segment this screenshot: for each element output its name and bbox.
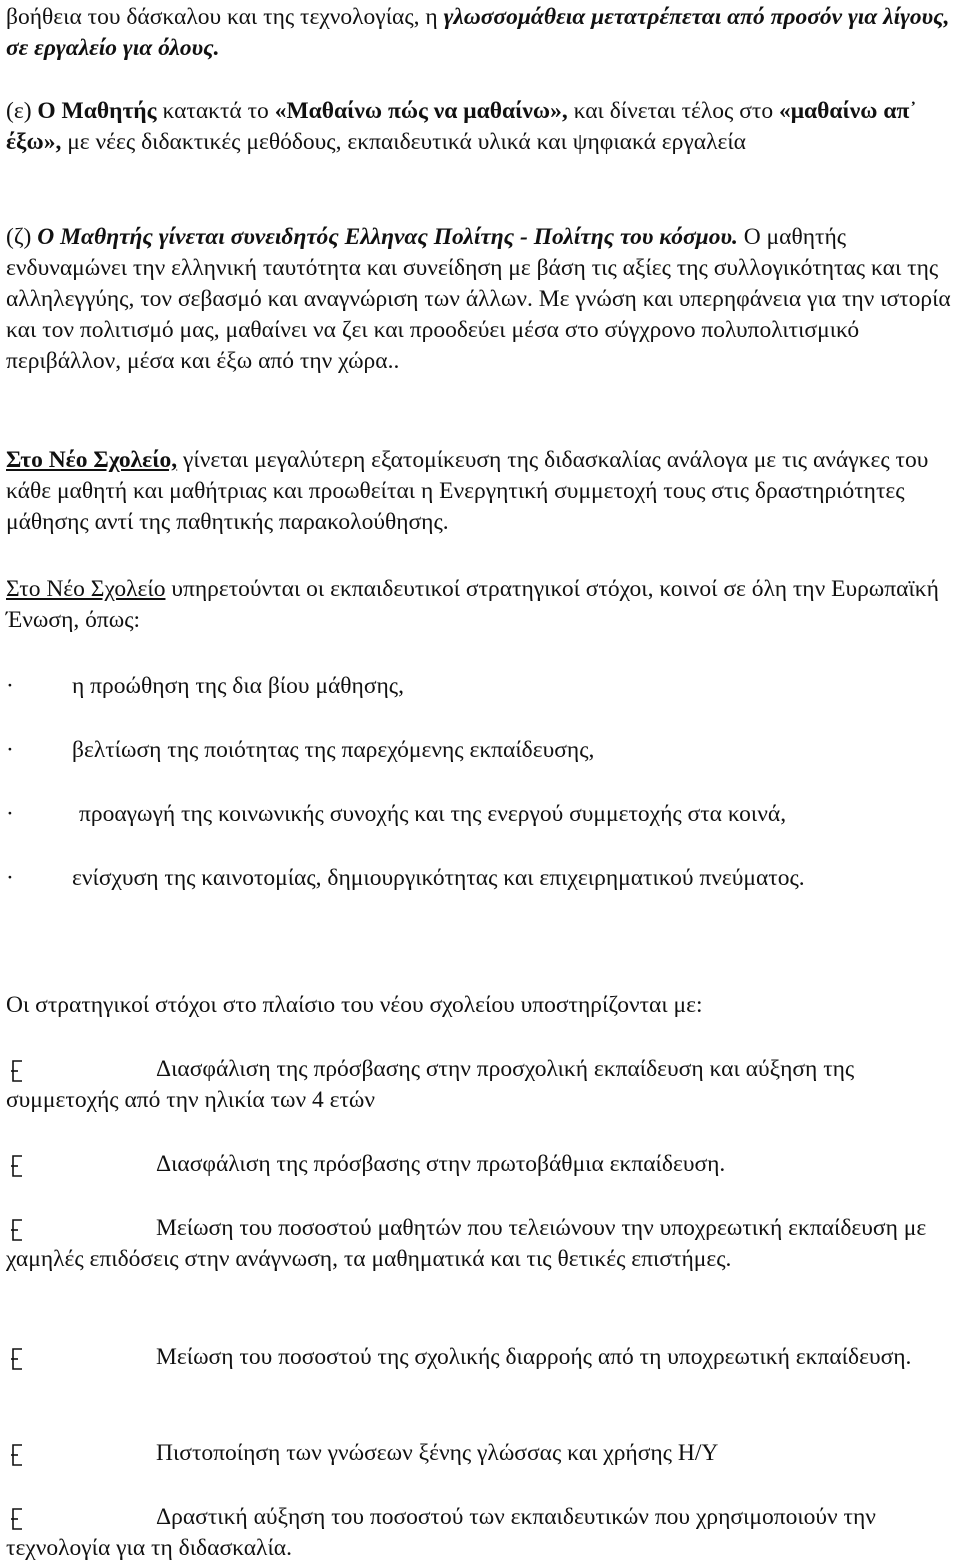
intro-lead-text: βοήθεια του δάσκαλου και της τεχνολογίας, η	[6, 4, 444, 30]
point-z-marker: (ζ)	[6, 224, 38, 250]
support-list-item	[6, 1149, 954, 1180]
bullet-dot-icon: ·	[6, 737, 14, 763]
point-z-heading: Ο Μαθητής γίνεται συνειδητός Ελληνας Πολίτης - Πολίτης του κόσμου.	[37, 224, 738, 250]
bracket-bullet-icon	[10, 1060, 24, 1082]
point-e-text-1: κατακτά το	[156, 98, 275, 124]
goal-text: βελτίωση της ποιότητας της παρεχόμενης εκπαίδευσης,	[72, 737, 595, 763]
new-school-1-lead: Στο Νέο Σχολείο,	[6, 447, 178, 473]
new-school-paragraph-2	[6, 574, 954, 636]
new-school-1-text: γίνεται μεγαλύτερη εξατομίκευση της διδασκαλίας ανάλογα με τις ανάγκες του κάθε μαθητή και μαθήτριας και προωθείται η Ενεργητική συμμετοχή τους στις δραστηριότητες μάθησης αντί της παθητικής παρακολούθησης.	[6, 447, 929, 535]
new-school-paragraph-1	[6, 445, 954, 538]
new-school-2-lead: Στο Νέο Σχολείο	[6, 576, 166, 602]
bracket-bullet-icon	[10, 1155, 24, 1177]
bracket-bullet-icon	[10, 1508, 24, 1530]
point-e-bold-2: «Μαθαίνω πώς να μαθαίνω»,	[274, 98, 568, 124]
point-e-bold-3: «μαθαίνω απ᾽ έξω»,	[6, 98, 918, 155]
goal-text: προαγωγή της κοινωνικής συνοχής και της ενεργού συμμετοχής στα κοινά,	[79, 801, 787, 827]
bullet-dot-icon: ·	[6, 801, 14, 827]
point-z-text: Ο μαθητής ενδυναμώνει την ελληνική ταυτότητα και συνείδηση με βάση τις αξίες της συλλογικότητας και της αλληλεγγύης, τον σεβασμό και αναγνώριση των άλλων. Με γνώση και υπερηφάνεια για την ιστορία και τον πολιτισμό μας, μαθαίνει να ζει και προοδεύει μέσα στο σύγχρονο πολυπολιτισμικό περιβάλλον, μέσα και έξω από την χώρα..	[6, 224, 951, 374]
support-list-item	[6, 1342, 954, 1373]
point-e-text-3: με νέες διδακτικές μεθόδους, εκπαιδευτικά υλικά και ψηφιακά εργαλεία	[61, 129, 746, 155]
point-z-paragraph	[6, 222, 954, 377]
point-e-marker: (ε)	[6, 98, 38, 124]
goal-text: η προώθηση της δια βίου μάθησης,	[72, 673, 404, 699]
support-item-text: Μείωση του ποσοστού μαθητών που τελειώνουν την υποχρεωτική εκπαίδευση με χαμηλές επιδόσεις στην ανάγνωση, τα μαθηματικά και τις θετικές επιστήμες.	[6, 1215, 927, 1272]
point-e-text-2: και δίνεται τέλος στο	[567, 98, 779, 124]
point-e-paragraph	[6, 96, 954, 158]
bullet-dot-icon: ·	[6, 673, 14, 699]
bracket-bullet-icon	[10, 1444, 24, 1466]
support-list-item	[6, 1438, 954, 1469]
support-list-item	[6, 1213, 954, 1275]
support-item-text: Διασφάλιση της πρόσβασης στην πρωτοβάθμια εκπαίδευση.	[156, 1151, 726, 1177]
bracket-bullet-icon	[10, 1348, 24, 1370]
support-heading: Οι στρατηγικοί στόχοι στο πλαίσιο του νέου σχολείου υποστηρίζονται με:	[6, 992, 703, 1018]
support-item-text: Πιστοποίηση των γνώσεων ξένης γλώσσας και χρήσης Η/Υ	[156, 1440, 719, 1466]
bracket-bullet-icon	[10, 1219, 24, 1241]
goal-text: ενίσχυση της καινοτομίας, δημιουργικότητας και επιχειρηματικού πνεύματος.	[72, 865, 805, 891]
support-item-text: Μείωση του ποσοστού της σχολικής διαρροής από τη υποχρεωτική εκπαίδευση.	[156, 1344, 912, 1370]
new-school-2-text: υπηρετούνται οι εκπαιδευτικοί στρατηγικοί στόχοι, κοινοί σε όλη την Ευρωπαϊκή Ένωση, όπως:	[6, 576, 939, 633]
intro-paragraph	[6, 2, 954, 64]
intro-bold-text: γλωσσομάθεια μετατρέπεται από προσόν για λίγους, σε εργαλείο για όλους.	[6, 4, 950, 61]
support-list-item	[6, 1054, 954, 1116]
support-item-text: Δραστική αύξηση του ποσοστού των εκπαιδευτικών που χρησιμοποιούν την τεχνολογία για τη διδασκαλία.	[6, 1504, 876, 1561]
support-list-item	[6, 1502, 954, 1564]
point-e-bold-1: Ο Μαθητής	[37, 98, 157, 124]
bullet-dot-icon: ·	[6, 865, 14, 891]
support-item-text: Διασφάλιση της πρόσβασης στην προσχολική εκπαίδευση και αύξηση της συμμετοχής από την ηλικία των 4 ετών	[6, 1056, 855, 1113]
